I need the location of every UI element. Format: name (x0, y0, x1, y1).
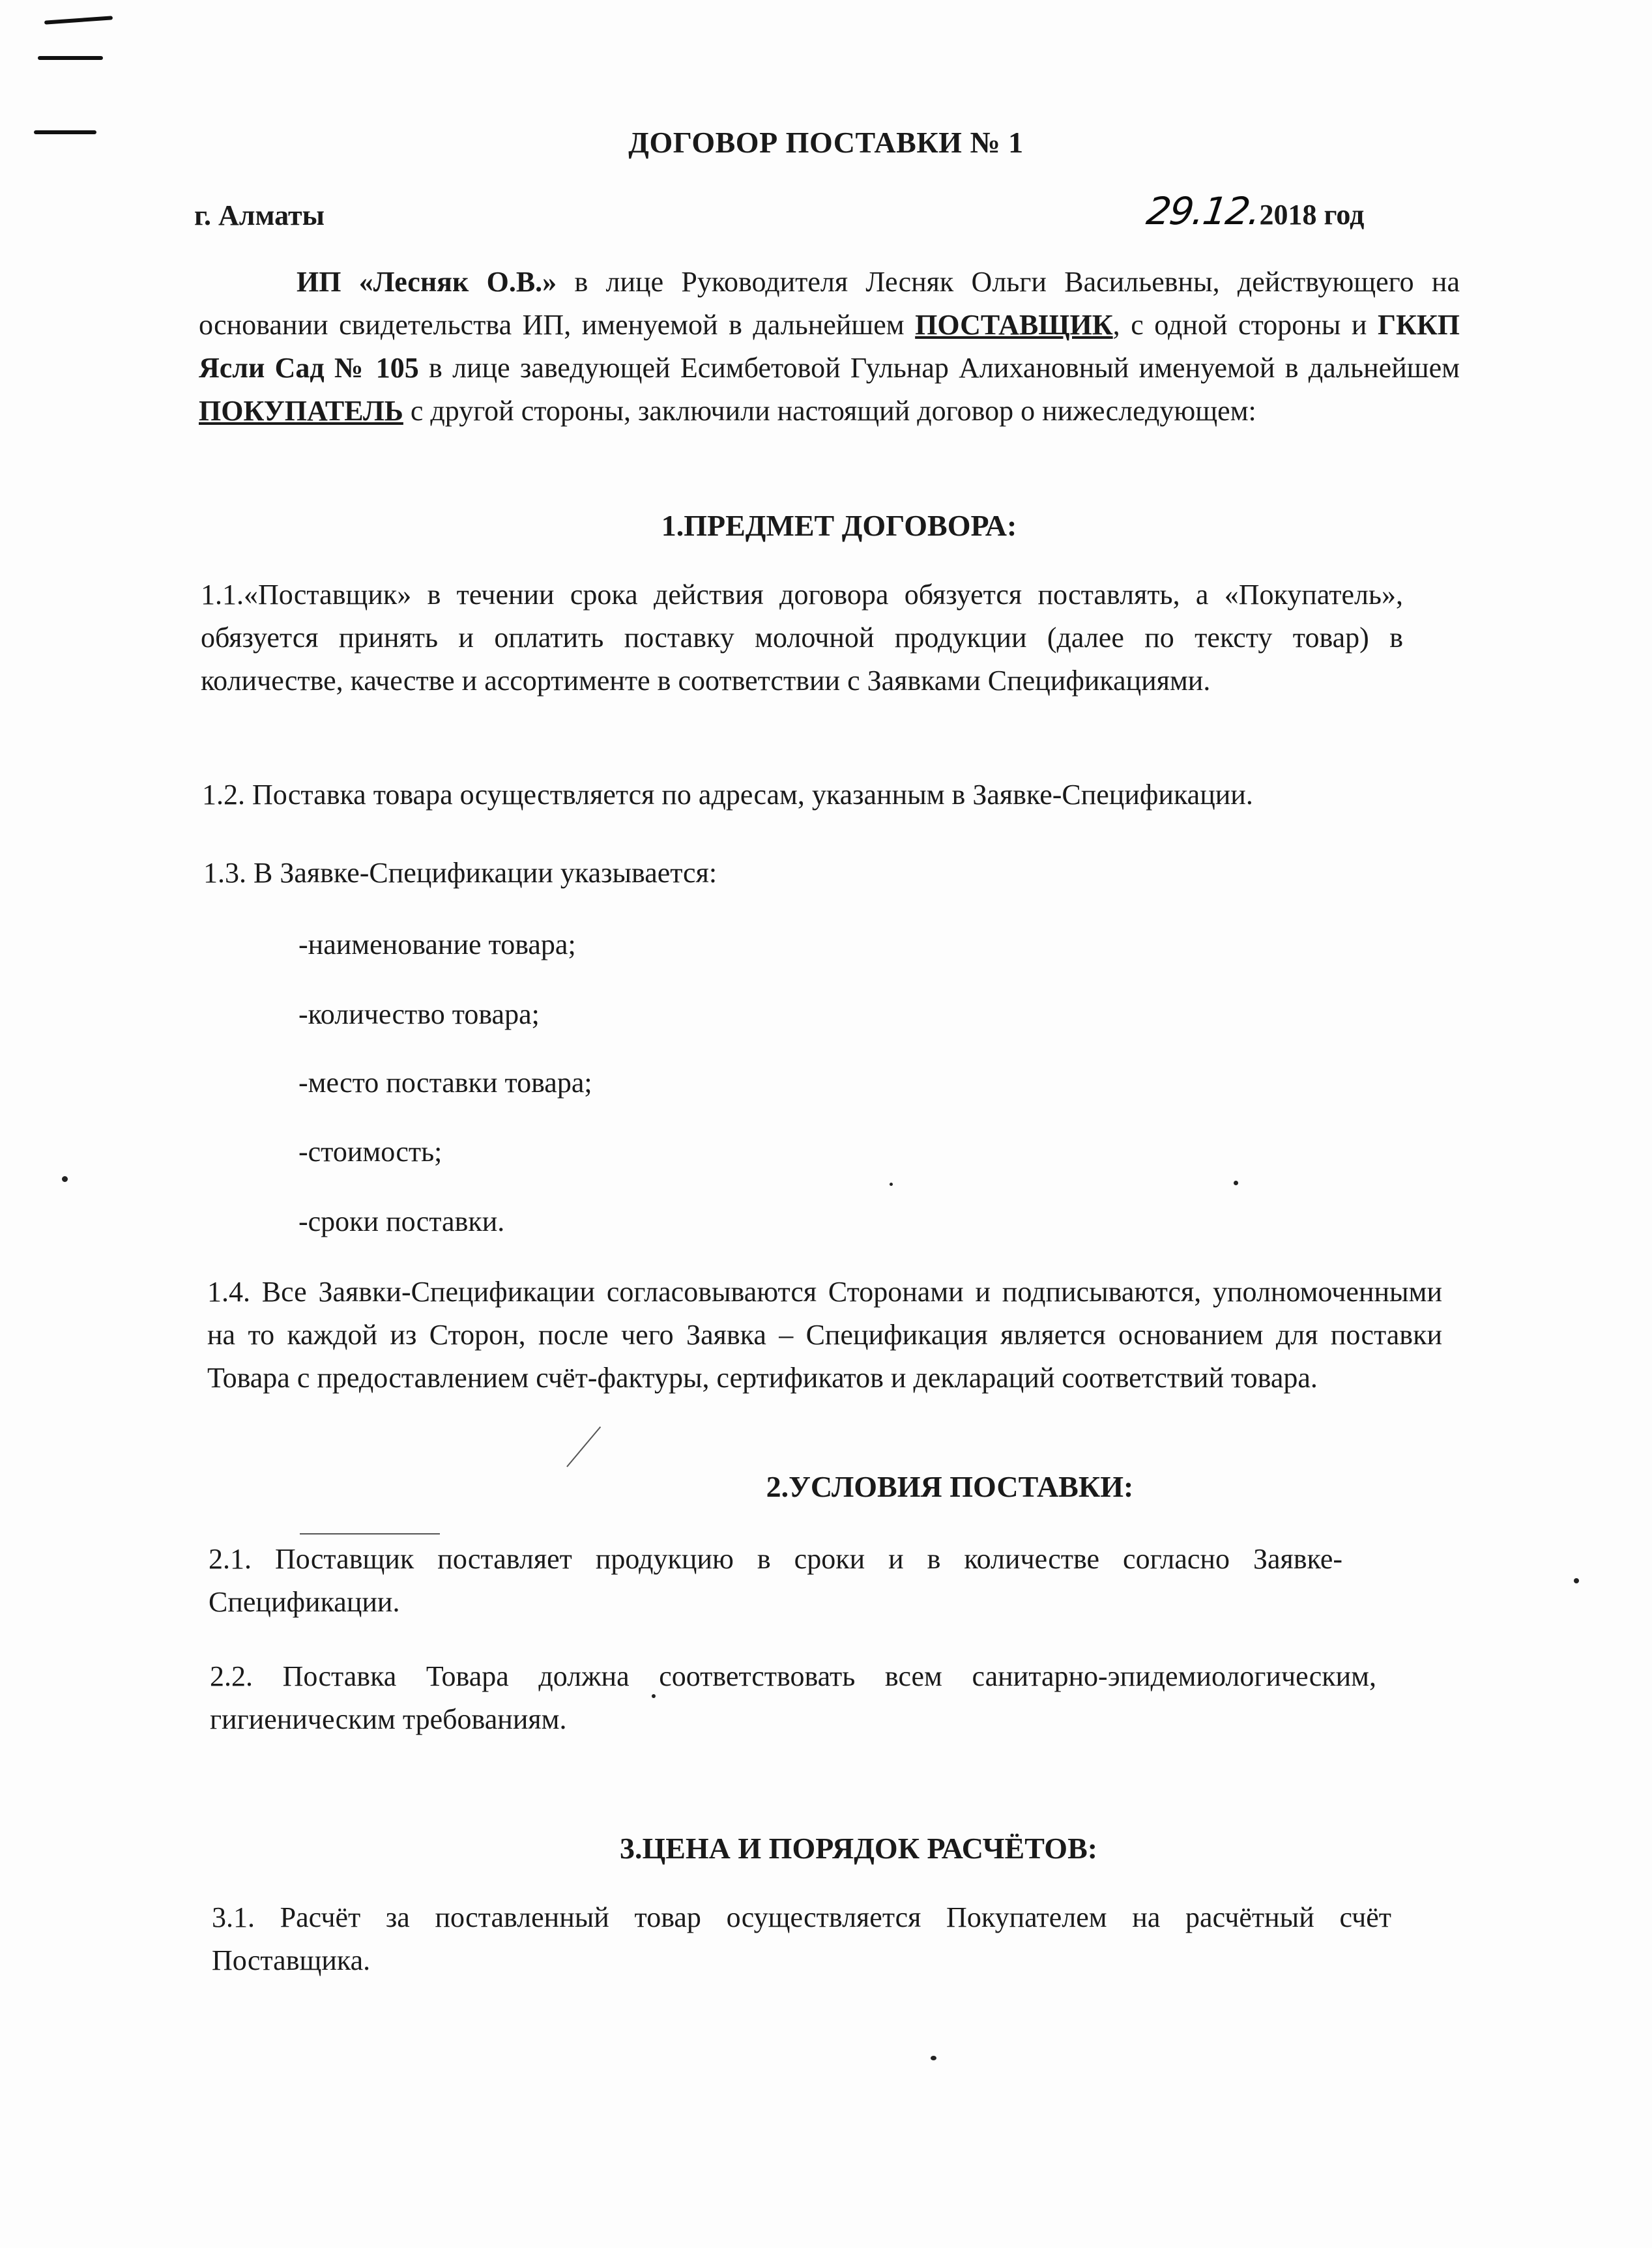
scan-speck (931, 2056, 936, 2060)
clause-1-2: 1.2. Поставка товара осуществляется по адресам, указанным в Заявке-Спецификации. (202, 779, 1253, 811)
preamble-paragraph (199, 261, 1460, 433)
preamble-text: в лице Руководителя Лесняк Ольги Васильевны, действующего на основании свидетельства ИП, именуемой в дальнейшем (199, 266, 1460, 341)
scan-speck (1574, 1578, 1579, 1583)
handwritten-date: 29.12. (1144, 189, 1263, 233)
contract-date (1144, 189, 1365, 233)
scan-mark (44, 16, 113, 24)
section-1-title: 1.ПРЕДМЕТ ДОГОВОРА: (661, 509, 1017, 542)
clause-3-1: 3.1. Расчёт за поставленный товар осуществляется Покупателем на расчётный счёт Поставщика. (212, 1901, 1391, 1976)
spec-list-item: -сроки поставки. (298, 1205, 505, 1237)
section-3-title: 3.ЦЕНА И ПОРЯДОК РАСЧЁТОВ: (619, 1832, 1098, 1865)
city: г. Алматы (194, 199, 325, 231)
scan-scratch (566, 1426, 601, 1467)
document-title: ДОГОВОР ПОСТАВКИ № 1 (628, 126, 1024, 159)
clause-2-2: 2.2. Поставка Товара должна соответствовать всем санитарно-эпидемиологическим, гигиеническим требованиям. (210, 1660, 1376, 1735)
spec-list-item: -наименование товара; (298, 929, 576, 960)
buyer-name: ГККП Ясли Сад № 105 (199, 309, 1460, 384)
spec-list-item: -стоимость; (298, 1136, 442, 1168)
clause-1-4: 1.4. Все Заявки-Спецификации согласовываются Сторонами и подписываются, уполномоченными на то каждой из Сторон, после чего Заявка – Спецификация является основанием для поставки Товара с предоставлением счёт-фактуры, сертификатов и деклараций соответствий товара. (207, 1276, 1442, 1394)
clause-1-3: 1.3. В Заявке-Спецификации указывается: (203, 857, 717, 889)
scan-scratch (300, 1533, 440, 1535)
clause-2-1: 2.1. Поставщик поставляет продукцию в сроки и в количестве согласно Заявке-Спецификации. (209, 1543, 1342, 1618)
preamble-text: в лице заведующей Есимбетовой Гульнар Алихановный именуемой в дальнейшем (418, 352, 1460, 384)
spec-list-item: -место поставки товара; (298, 1067, 592, 1099)
preamble-text: , с одной стороны и (1112, 309, 1378, 341)
scan-speck (62, 1176, 68, 1182)
date-suffix: год (1324, 199, 1365, 231)
scan-speck (652, 1694, 656, 1698)
scan-speck (1234, 1181, 1238, 1185)
section-2-title: 2.УСЛОВИЯ ПОСТАВКИ: (766, 1470, 1134, 1503)
spec-list-item: -количество товара; (298, 998, 540, 1030)
preamble-text: с другой стороны, заключили настоящий договор о нижеследующем: (403, 395, 1256, 427)
supplier-role: ПОСТАВЩИК (915, 309, 1113, 341)
scan-mark (38, 56, 103, 60)
buyer-role: ПОКУПАТЕЛЬ (199, 395, 403, 427)
clause-1-1: 1.1.«Поставщик» в течении срока действия договора обязуется поставлять, а «Покупатель», обязуется принять и оплатить поставку молочной продукции (далее по тексту товар) в количестве, качестве и ассортименте в соответствии с Заявками Спецификациями. (201, 579, 1403, 697)
scan-speck (890, 1183, 893, 1186)
supplier-name: ИП «Лесняк О.В.» (297, 266, 557, 298)
date-year: 2018 (1259, 199, 1317, 231)
